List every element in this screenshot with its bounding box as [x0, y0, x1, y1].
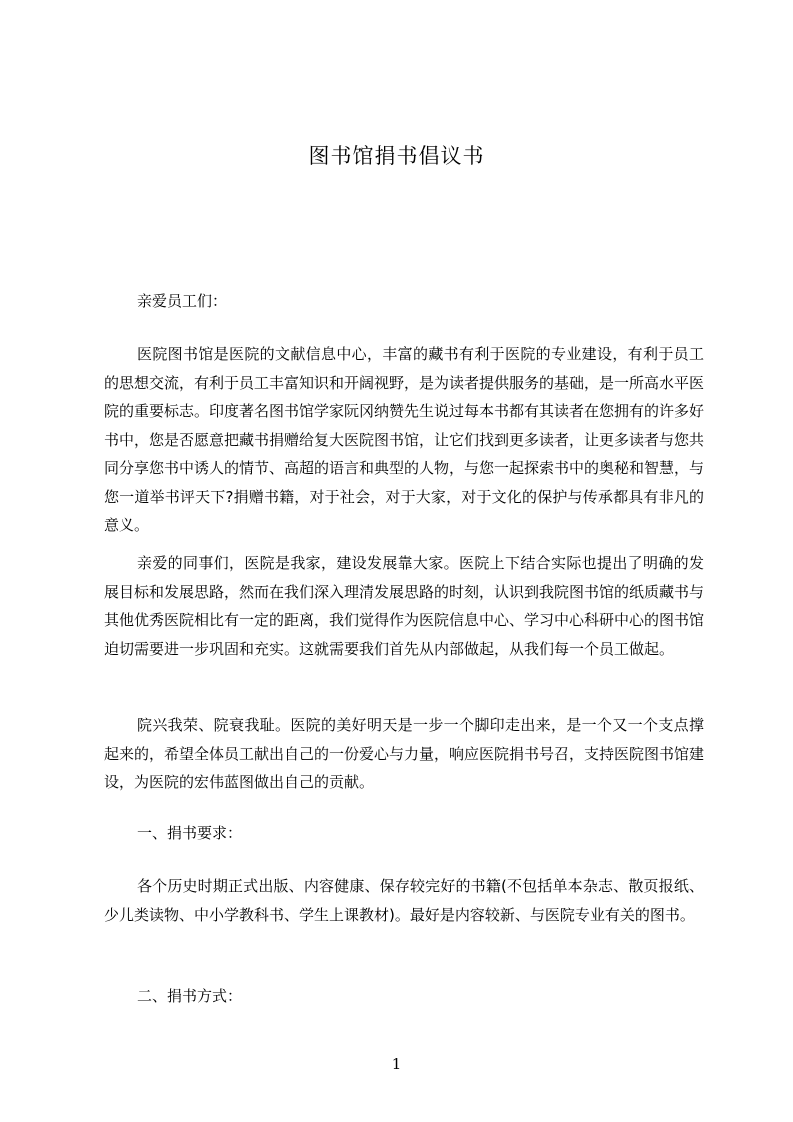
greeting: 亲爱员工们：: [137, 292, 228, 310]
document-title: 图书馆捐书倡议书: [308, 144, 485, 168]
section-heading-requirements: 一、捐书要求：: [137, 824, 243, 842]
page-number: 1: [391, 1055, 402, 1073]
paragraph-requirements: 各个历史时期正式出版、内容健康、保存较完好的书籍(不包括单本杂志、散页报纸、少儿类读物、中小学教科书、学生上课教材)。最好是内容较新、与医院专业有关的图书。: [104, 877, 704, 924]
paragraph-hospital-pride: 院兴我荣、院衰我耻。医院的美好明天是一步一个脚印走出来，是一个又一个支点撑起来的，希望全体员工献出自己的一份爱心与力量，响应医院捐书号召，支持医院图书馆建设，为医院的宏伟蓝图做出自己的贡献。: [104, 716, 705, 791]
section-heading-methods: 二、捐书方式：: [137, 987, 243, 1005]
paragraph-colleagues-appeal: 亲爱的同事们，医院是我家，建设发展靠大家。医院上下结合实际也提出了明确的发展目标和发展思路，然而在我们深入理清发展思路的时刻，认识到我院图书馆的纸质藏书与其他优秀医院相比有一定的距离，我们觉得作为医院信息中心、学习中心科研中心的图书馆迫切需要进一步巩固和充实。这就需要我们首先从内部做起，从我们每一个员工做起。: [104, 554, 705, 658]
paragraph-library-importance: 医院图书馆是医院的文献信息中心，丰富的藏书有利于医院的专业建设，有利于员工的思想交流，有利于员工丰富知识和开阔视野，是为读者提供服务的基础，是一所高水平医院的重要标志。印度著名图书馆学家阮冈纳赞先生说过每本书都有其读者在您拥有的许多好书中，您是否愿意把藏书捐赠给复大医院图书馆，让它们找到更多读者，让更多读者与您共同分享您书中诱人的情节、高超的语言和典型的人物，与您一起探索书中的奥秘和智慧，与您一道举书评天下?捐赠书籍，对于社会，对于大家，对于文化的保护与传承都具有非凡的意义。: [104, 345, 705, 534]
